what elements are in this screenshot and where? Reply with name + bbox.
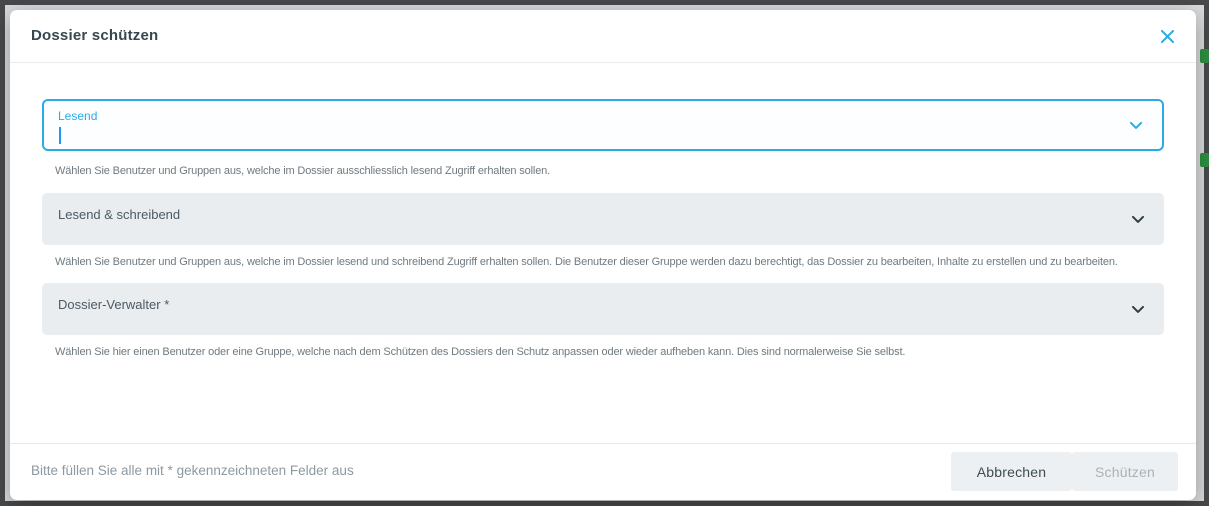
close-icon (1158, 27, 1177, 46)
helper-text-read-write: Wählen Sie Benutzer und Gruppen aus, welche im Dossier lesend und schreibend Zugriff erhalten sollen. Die Benutzer dieser Gruppe werden dazu berechtigt, das Dossier zu bearbeiten, Inhalte zu erstellen und zu bearbeiten. (55, 256, 1118, 268)
background-green-button-fragment (1200, 153, 1209, 167)
dossier-admin-select[interactable] (42, 283, 1164, 335)
protect-dossier-dialog (10, 10, 1196, 499)
dialog-header (10, 10, 1196, 63)
chevron-down-icon[interactable] (1128, 209, 1148, 229)
dialog-title: Dossier schützen (31, 27, 159, 44)
field-label: Dossier-Verwalter * (58, 297, 170, 312)
helper-text-admin: Wählen Sie hier einen Benutzer oder eine Gruppe, welche nach dem Schützen des Dossiers den Schutz anpassen oder wieder aufheben kann. Dies sind normalerweise Sie selbst. (55, 346, 906, 358)
readonly-access-combobox[interactable] (42, 99, 1164, 151)
close-button[interactable] (1156, 25, 1178, 47)
required-fields-note: Bitte füllen Sie alle mit * gekennzeichneten Felder aus (31, 463, 354, 478)
field-label: Lesend (58, 109, 98, 123)
protect-button[interactable]: Schützen (1072, 452, 1178, 491)
dialog-footer (10, 443, 1196, 500)
read-write-access-select[interactable] (42, 193, 1164, 245)
cancel-button[interactable]: Abbrechen (951, 452, 1072, 491)
chevron-down-icon[interactable] (1128, 299, 1148, 319)
helper-text-readonly: Wählen Sie Benutzer und Gruppen aus, welche im Dossier ausschliesslich lesend Zugriff erhalten sollen. (55, 165, 551, 177)
chevron-down-icon[interactable] (1126, 115, 1146, 135)
background-green-button-fragment (1200, 49, 1209, 63)
text-cursor (59, 127, 61, 144)
field-label: Lesend & schreibend (58, 207, 181, 222)
